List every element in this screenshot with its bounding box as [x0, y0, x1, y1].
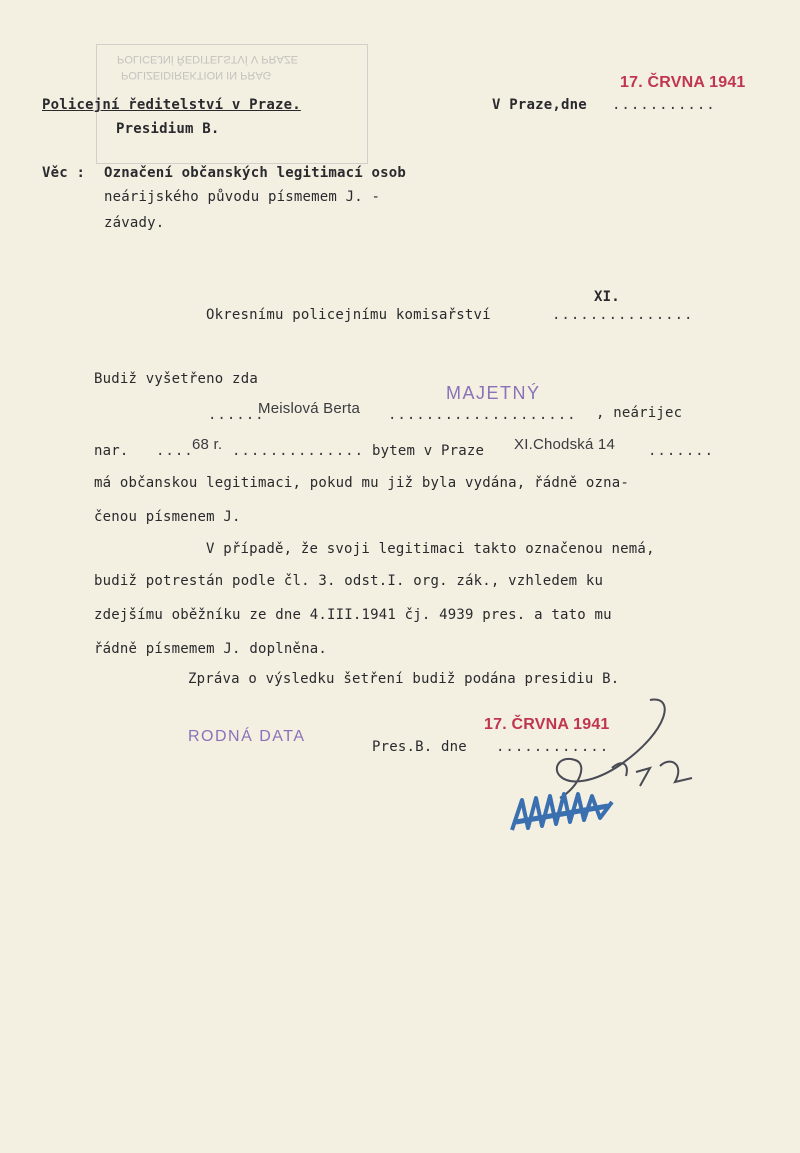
residence-dots: .......: [648, 443, 715, 459]
residence-value: XI.Chodská 14: [514, 436, 615, 453]
name-suffix: , neárijec: [596, 405, 683, 421]
report-line: Zpráva o výsledku šetření budiž podána presidiu B.: [188, 671, 620, 687]
district-number: XI.: [594, 289, 620, 305]
paragraph-2-line-2: budiž potrestán podle čl. 3. odst.I. org. zák., vzhledem ku: [94, 573, 604, 589]
addressee-dots: ...............: [552, 307, 694, 323]
majetny-stamp: MAJETNÝ: [446, 383, 541, 403]
dateline-prefix: V Praze,dne: [492, 97, 587, 113]
paragraph-2-line-3: zdejšímu oběžníku ze dne 4.III.1941 čj. 4939 pres. a tato mu: [94, 607, 612, 623]
subject-line-2: neárijského původu písmemem J. -: [104, 189, 381, 205]
body-intro: Budiž vyšetřeno zda: [94, 371, 258, 387]
dateline-dots: ...........: [612, 97, 716, 113]
paragraph-2-line-4: řádně písmemem J. doplněna.: [94, 641, 327, 657]
pres-label: Pres.B. dne: [372, 739, 467, 755]
person-name: Meislová Berta: [258, 400, 361, 417]
office-name: Policejní ředitelství v Praze.: [42, 97, 301, 113]
addressee: Okresnímu policejnímu komisařství: [206, 307, 491, 323]
born-label: nar.: [94, 443, 129, 459]
born-dots: ....: [156, 443, 194, 459]
residence-label: bytem v Praze: [372, 443, 485, 459]
body-line-3: má občanskou legitimaci, pokud mu již byla vydána, řádně ozna-: [94, 475, 629, 491]
born-value: 68 r.: [192, 436, 223, 453]
body-line-4: čenou písmenem J.: [94, 509, 241, 525]
stamp-text-1: POLICEJNÍ ŘEDITELSTVÍ V PRAZE: [117, 53, 298, 65]
born-dots-2: ..............: [232, 443, 365, 459]
subject-line-1: Označení občanských legitimací osob: [104, 165, 407, 181]
department-name: Presidium B.: [116, 121, 220, 137]
stamp-text-2: POLIZEIDIREKTION IN PRAG: [121, 69, 272, 81]
paragraph-2-line-1: V případě, že svoji legitimaci takto označenou nemá,: [206, 541, 655, 557]
rodna-data-stamp: RODNÁ DATA: [188, 728, 306, 745]
name-dots-left: ......: [208, 407, 265, 423]
name-dots-right: ....................: [388, 407, 577, 423]
subject-line-3: závady.: [104, 215, 165, 231]
subject-label: Věc :: [42, 165, 86, 181]
date-stamp-top: 17. ČRVNA 1941: [620, 74, 746, 91]
pres-dots: ............: [496, 739, 610, 755]
signature: [500, 690, 720, 850]
date-stamp-bottom: 17. ČRVNA 1941: [484, 716, 610, 733]
